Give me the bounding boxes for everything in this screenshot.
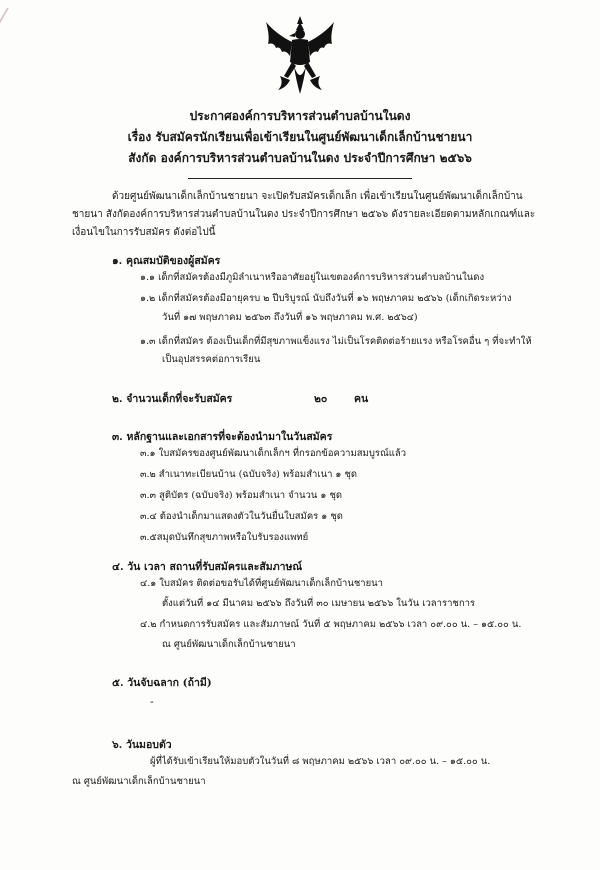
list-item-continuation: เป็นอุปสรรคต่อการเรียน — [162, 354, 261, 365]
section-lottery-heading: ๕. วันจับฉลาก (ถ้ามี) — [112, 677, 212, 689]
list-item: ๔.๒ กำหนดการรับสมัคร และสัมภาษณ์ วันที่ ๕ พฤษภาคม ๒๕๖๖ เวลา ๐๙.๐๐ น. – ๑๕.๐๐ น. — [140, 619, 522, 630]
registration-date-line: ผู้ที่ได้รับเข้าเรียนให้มอบตัวในวันที่ ๘ พฤษภาคม ๒๕๖๖ เวลา ๐๙.๐๐ น. – ๑๕.๐๐ น. — [150, 756, 491, 767]
list-item: ๓.๓ สูติบัตร (ฉบับจริง) พร้อมสำเนา จำนวน ๑ ชุด — [140, 490, 343, 501]
lottery-date-value: - — [150, 695, 154, 708]
intro-line: เงื่อนไขในการรับสมัคร ดังต่อไปนี้ — [72, 227, 216, 238]
list-item: ๓.๑ ใบสมัครของศูนย์พัฒนาเด็กเล็กฯ ที่กรอกข้อความสมบูรณ์แล้ว — [140, 448, 407, 459]
announcement-title — [60, 106, 540, 169]
list-item: ๑.๑ เด็กที่สมัครต้องมีภูมิลำเนาหรืออาศัยอยู่ในเขตองค์การบริหารส่วนตำบลบ้านในดง — [140, 272, 485, 283]
section-qualifications-heading: ๑. คุณสมบัติของผู้สมัคร — [112, 255, 221, 267]
list-item: ๔.๑ ใบสมัคร ติดต่อขอรับได้ที่ศูนย์พัฒนาเด็กเล็กบ้านชายนา — [140, 578, 384, 589]
registration-place-line: ณ ศูนย์พัฒนาเด็กเล็กบ้านชายนา — [72, 776, 206, 787]
enrollment-unit: คน — [354, 393, 369, 405]
title-underline — [188, 178, 412, 179]
scan-edge-mark — [0, 8, 25, 32]
section-enrollment-count-heading: ๒. จำนวนเด็กที่จะรับสมัคร — [112, 393, 233, 405]
list-item: ๑.๒ เด็กที่สมัครต้องมีอายุครบ ๒ ปีบริบูรณ์ นับถึงวันที่ ๑๖ พฤษภาคม ๒๕๖๖ (เด็กเกิดระหว่าง — [140, 293, 512, 304]
title-line-subject: เรื่อง รับสมัครนักเรียนเพื่อเข้าเรียนในศูนย์พัฒนาเด็กเล็กบ้านชายนา — [127, 130, 473, 144]
list-item: ๓.๕สมุดบันทึกสุขภาพหรือใบรับรองแพทย์ — [140, 532, 309, 543]
garuda-emblem-icon — [262, 14, 338, 98]
intro-line: ด้วยศูนย์พัฒนาเด็กเล็กบ้านชายนา จะเปิดรับสมัครเด็กเล็ก เพื่อเข้าเรียนในศูนย์พัฒนาเด็กเล็กบ้าน — [112, 191, 523, 202]
title-line-affiliation: สังกัด องค์การบริหารส่วนตำบลบ้านในดง ประจำปีการศึกษา ๒๕๖๖ — [128, 151, 472, 165]
enrollment-count: ๒๐ — [314, 393, 328, 405]
list-item-continuation: ณ ศูนย์พัฒนาเด็กเล็กบ้านชายนา — [162, 639, 296, 650]
intro-paragraph — [72, 188, 548, 242]
list-item-continuation: วันที่ ๑๗ พฤษภาคม ๒๕๖๓ ถึงวันที่ ๑๖ พฤษภาคม พ.ศ. ๒๕๖๔) — [162, 312, 418, 323]
title-line-organization: ประกาศองค์การบริหารส่วนตำบลบ้านในดง — [189, 109, 411, 123]
list-item: ๓.๔ ต้องนำเด็กมาแสดงตัวในวันยื่นใบสมัคร ๑ ชุด — [140, 511, 343, 522]
section-schedule-heading: ๔. วัน เวลา สถานที่รับสมัครและสัมภาษณ์ — [112, 561, 303, 573]
list-item: ๑.๓ เด็กที่สมัคร ต้องเป็นเด็กที่มีสุขภาพแข็งแรง ไม่เป็นโรคติดต่อร้ายแรง หรือโรคอื่น ๆ ที่จะทำให้ — [140, 336, 532, 347]
list-item: ๓.๒ สำเนาทะเบียนบ้าน (ฉบับจริง) พร้อมสำเนา ๑ ชุด — [140, 469, 358, 480]
section-documents-heading: ๓. หลักฐานและเอกสารที่จะต้องนำมาในวันสมัคร — [112, 431, 333, 443]
section-registration-heading: ๖. วันมอบตัว — [112, 739, 172, 751]
intro-line: ชายนา สังกัดองค์การบริหารส่วนตำบลบ้านในดง ประจำปีการศึกษา ๒๕๖๖ ดังรายละเอียดตามหลักเกณฑ์และ — [72, 209, 536, 220]
list-item-continuation: ตั้งแต่วันที่ ๑๔ มีนาคม ๒๕๖๖ ถึงวันที่ ๓๐ เมษายน ๒๕๖๖ ในวัน เวลาราชการ — [162, 598, 476, 609]
